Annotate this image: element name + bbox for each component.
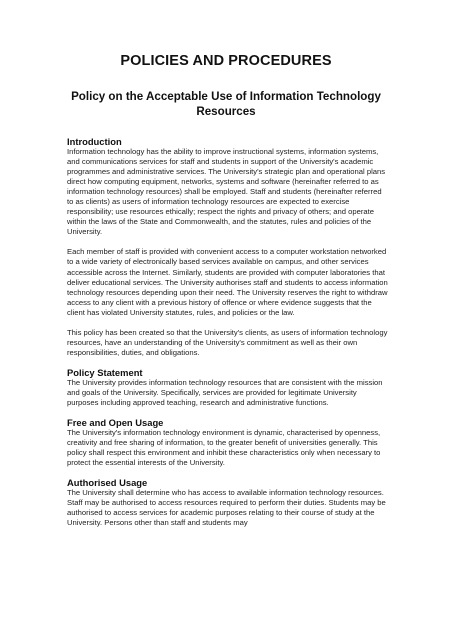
document-subtitle: Policy on the Acceptable Use of Information Technology Resources xyxy=(71,90,381,118)
document-title: POLICIES AND PROCEDURES xyxy=(120,53,332,69)
section-heading-introduction: Introduction xyxy=(67,136,122,147)
introduction-paragraph-3: This policy has been created so that the University's clients, as users of information technology resources, have an understanding of the University's commitment as well as their own responsibilities, duties, and obligations. xyxy=(67,327,388,357)
section-heading-authorised-usage: Authorised Usage xyxy=(67,477,148,489)
policy-statement-paragraph: The University provides information technology resources that are consistent with the mission and goals of the University. Specifically, services are provided for legitimate University purposes including approved teaching, research and administrative functions. xyxy=(67,377,383,407)
section-heading-policy-statement: Policy Statement xyxy=(67,366,143,378)
free-open-usage-paragraph: The University's information technology environment is dynamic, characterised by openness, creativity and free sharing of information, to the greater benefit of universities generally. This policy shall respect this environment and inhibit these characteristics only when necessary to protect the essential interests of the University. xyxy=(67,428,381,468)
introduction-paragraph-2: Each member of staff is provided with convenient access to a computer workstation networked to a wide variety of electronically based services available on campus, and other services accessible across the Internet. Similarly, students are provided with computer laboratories that deliver educational services. The University authorises staff and students to access information technology resources depending upon their need. The University reserves the right to withdraw access to any client with a previous history of offence or where evidence suggests that the client has violated University statutes, rules, and policies or the law. xyxy=(67,247,388,317)
introduction-paragraph-1: Information technology has the ability to improve instructional systems, information systems, and communications services for staff and students in support of the University's academic programmes and administrative services. The University's strategic plan and operational plans direct how computing equipment, networks, systems and software (hereinafter referred to as information technology resources) shall be employed. Staff and students (hereinafter referred to as clients) as users of information technology resources are expected to exercise responsibility; use resources ethically; respect the rights and privacy of others; and operate within the laws of the State and Commonwealth, and the statutes, rules and policies of the University. xyxy=(67,147,386,237)
document-body xyxy=(67,136,389,528)
authorised-usage-paragraph: The University shall determine who has access to available information technology resources. Staff may be authorised to access resources required to perform their duties. Students may be authorised to access services for academic purposes relating to their course of study at the University. Persons other than staff and students may xyxy=(67,488,386,528)
section-heading-free-open-usage: Free and Open Usage xyxy=(67,417,164,429)
